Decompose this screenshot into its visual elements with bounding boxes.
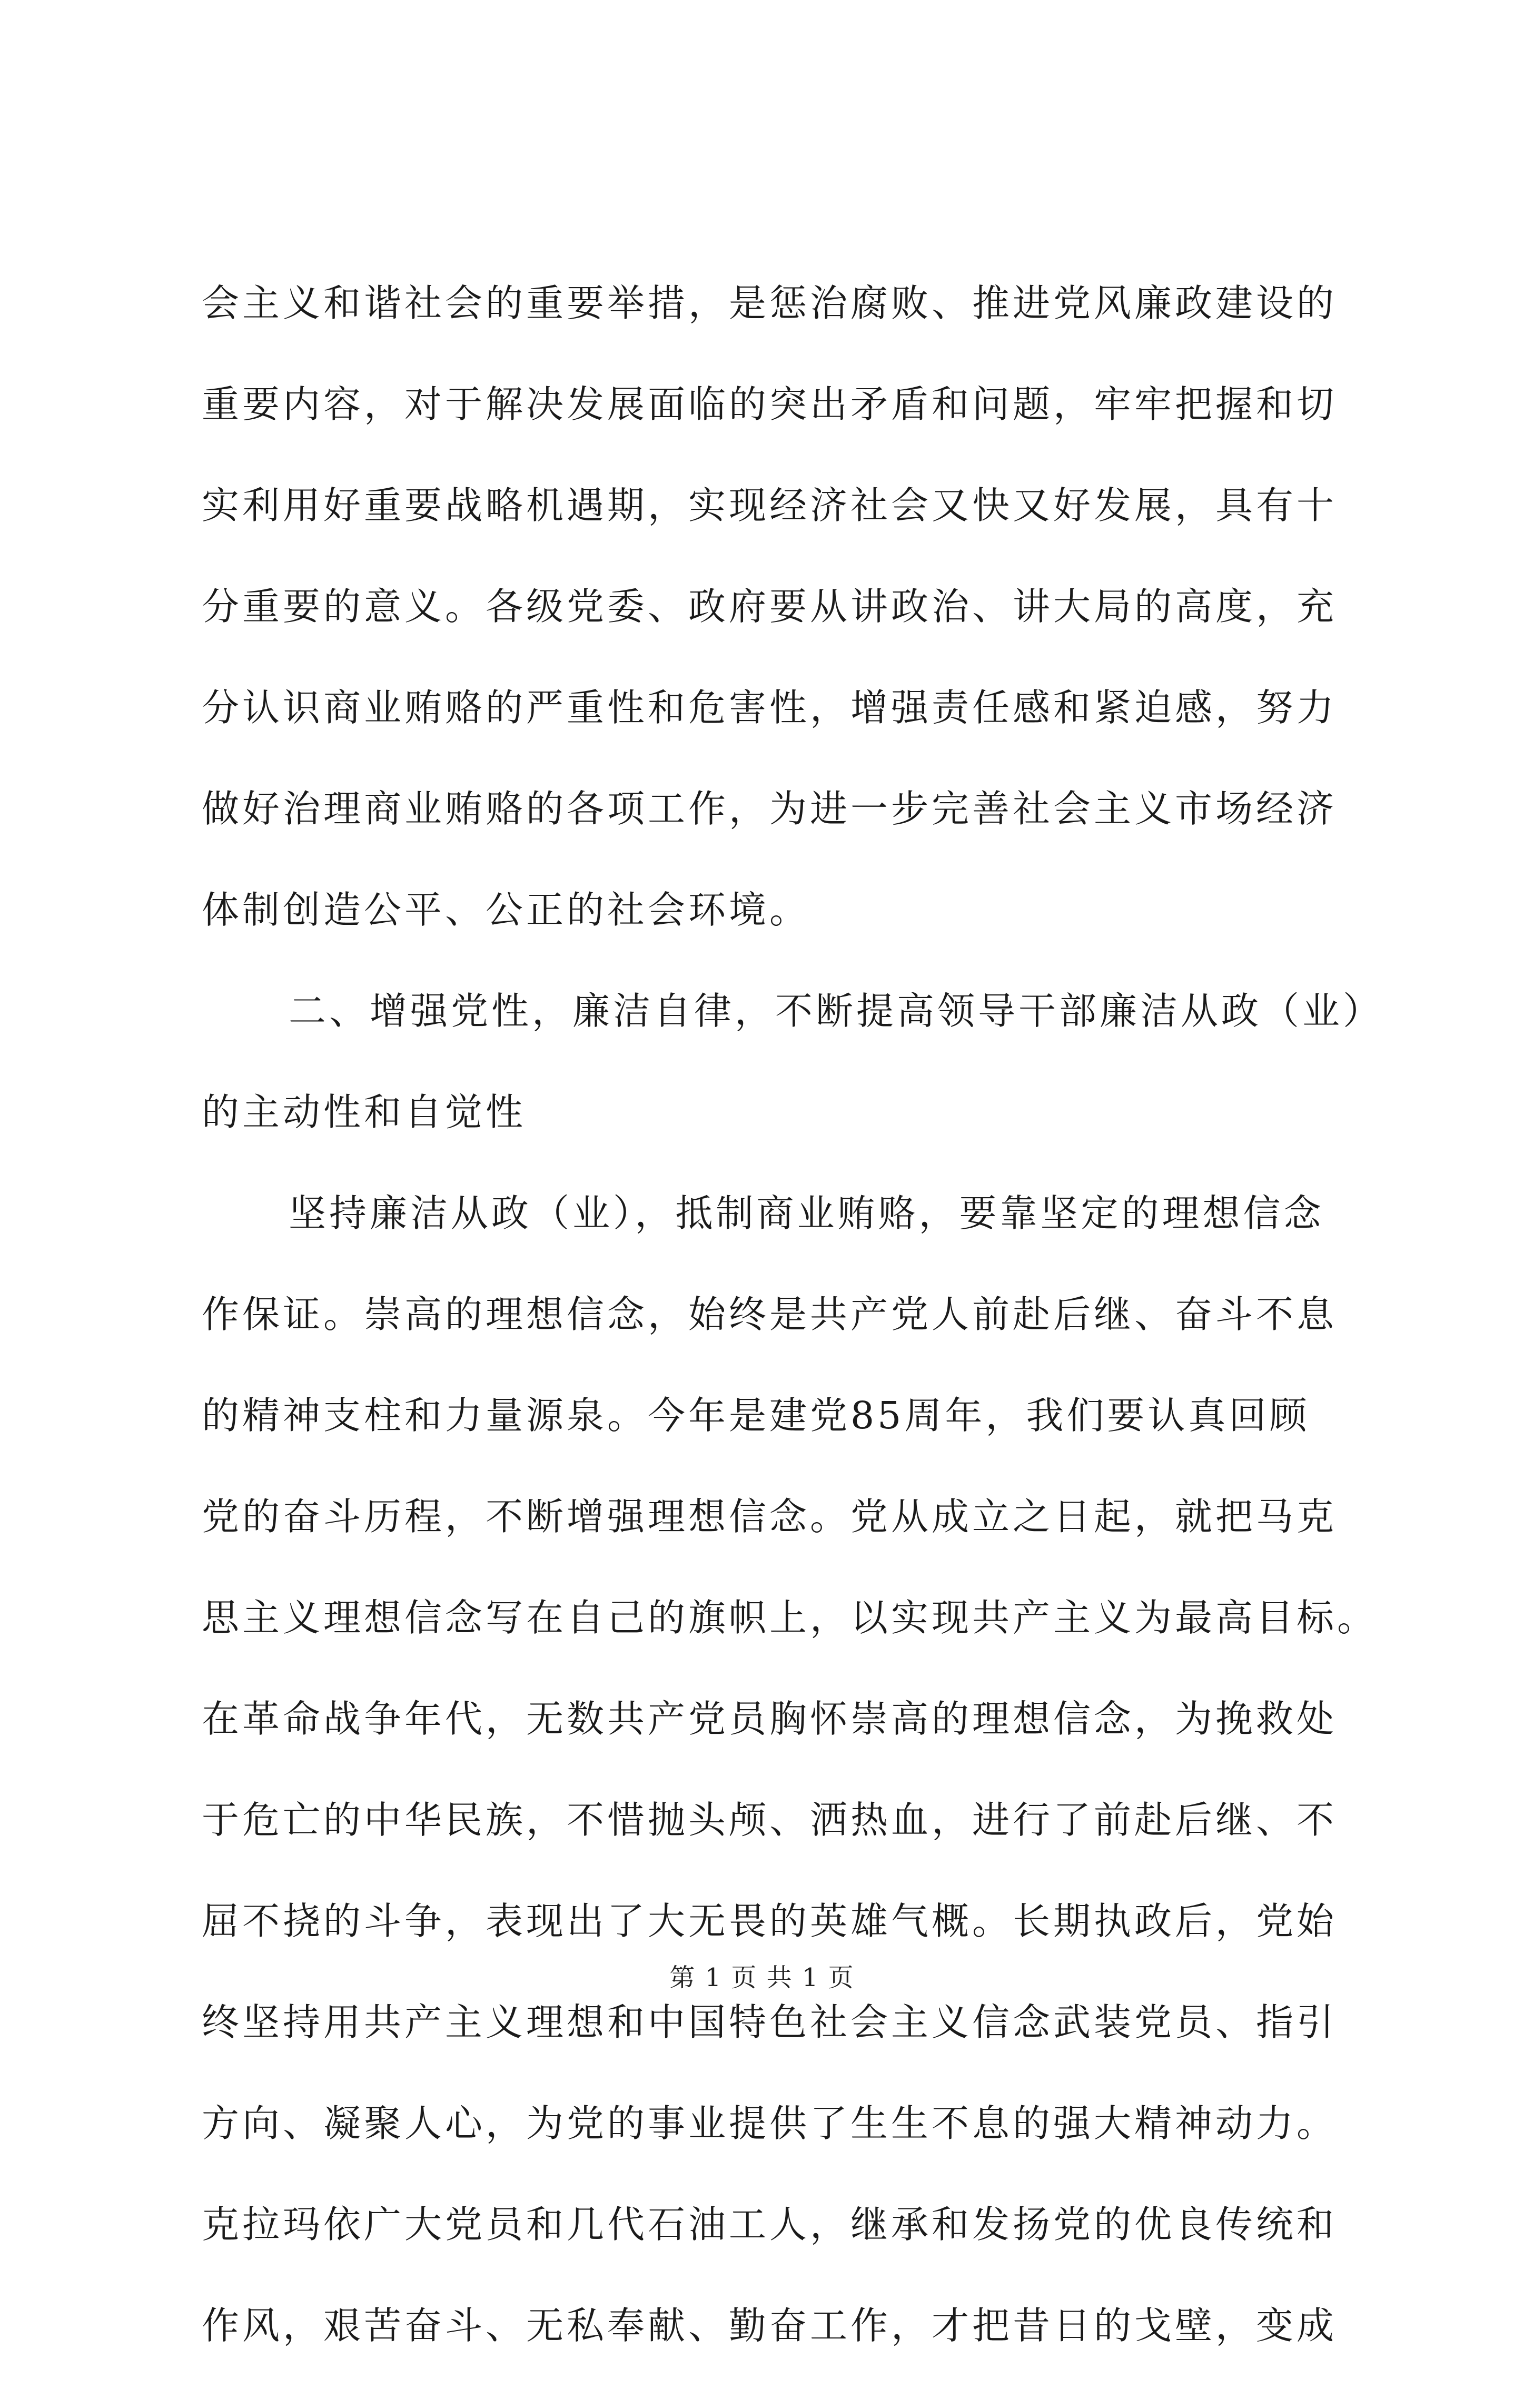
body-text-line: 终坚持用共产主义理想和中国特色社会主义信念武装党员、指引	[202, 2000, 1338, 2044]
body-text-line: 在革命战争年代，无数共产党员胸怀崇高的理想信念，为挽救处	[202, 1697, 1338, 1741]
body-text-line: 重要内容，对于解决发展面临的突出矛盾和问题，牢牢把握和切	[202, 382, 1338, 426]
body-text-line: 作保证。崇高的理想信念，始终是共产党人前赴后继、奋斗不息	[202, 1292, 1338, 1336]
body-text-line: 实利用好重要战略机遇期，实现经济社会又快又好发展，具有十	[202, 483, 1338, 527]
body-text-line: 于危亡的中华民族，不惜抛头颅、洒热血，进行了前赴后继、不	[202, 1798, 1338, 1842]
body-text-line: 作风，艰苦奋斗、无私奉献、勤奋工作，才把昔日的戈壁，变成	[202, 2304, 1338, 2347]
body-text-line: 的精神支柱和力量源泉。今年是建党85周年，我们要认真回顾	[202, 1394, 1310, 1437]
body-text-line: 党的奋斗历程，不断增强理想信念。党从成立之日起，就把马克	[202, 1495, 1338, 1538]
body-text-line: 方向、凝聚人心，为党的事业提供了生生不息的强大精神动力。	[202, 2101, 1338, 2145]
body-text-line: 分重要的意义。各级党委、政府要从讲政治、讲大局的高度，充	[202, 585, 1338, 628]
page-footer: 第 1 页 共 1 页	[669, 1963, 855, 1992]
body-text-line: 克拉玛依广大党员和几代石油工人，继承和发扬党的优良传统和	[202, 2203, 1338, 2246]
body-text-line: 体制创造公平、公正的社会环境。	[202, 888, 810, 932]
section-heading-line: 的主动性和自觉性	[202, 1090, 527, 1134]
body-text-line: 分认识商业贿赂的严重性和危害性，增强责任感和紧迫感，努力	[202, 686, 1338, 729]
body-text-line: 会主义和谐社会的重要举措，是惩治腐败、推进党风廉政建设的	[202, 281, 1338, 325]
document-body	[202, 281, 1384, 2408]
body-text-line: 屈不挠的斗争，表现出了大无畏的英雄气概。长期执政后，党始	[202, 1899, 1338, 1943]
body-text-line: 坚持廉洁从政（业），抵制商业贿赂，要靠坚定的理想信念	[289, 1191, 1324, 1235]
section-heading-line: 二、增强党性，廉洁自律，不断提高领导干部廉洁从政（业）	[289, 989, 1384, 1033]
body-text-line: 做好治理商业贿赂的各项工作，为进一步完善社会主义市场经济	[202, 787, 1338, 831]
body-text-line: 思主义理想信念写在自己的旗帜上，以实现共产主义为最高目标。	[202, 1596, 1378, 1640]
